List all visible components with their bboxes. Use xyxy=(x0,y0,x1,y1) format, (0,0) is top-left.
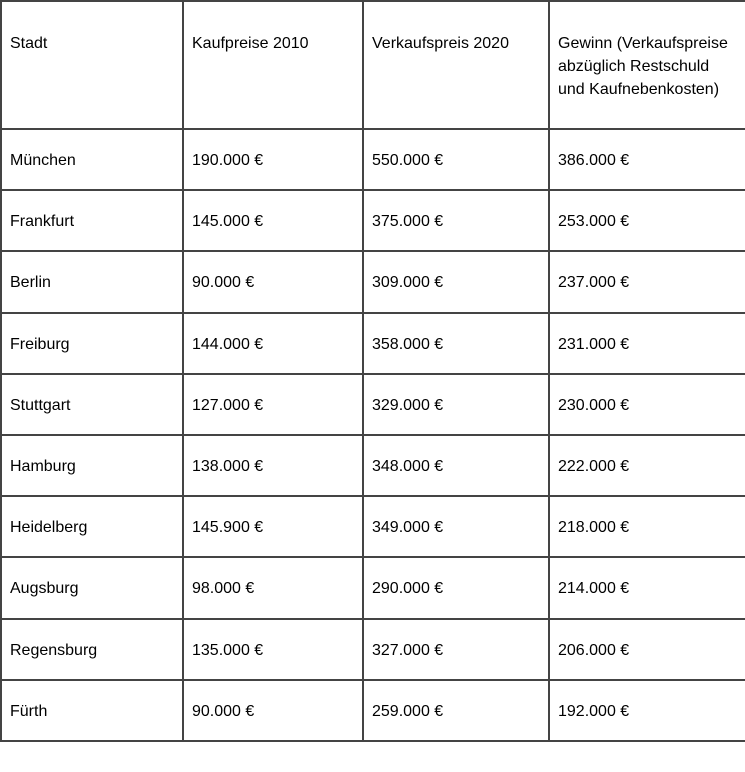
cell-buy-price: 135.000 € xyxy=(183,619,363,680)
cell-profit: 222.000 € xyxy=(549,435,745,496)
cell-city: Freiburg xyxy=(1,313,183,374)
cell-profit: 230.000 € xyxy=(549,374,745,435)
cell-profit: 214.000 € xyxy=(549,557,745,618)
cell-city: Fürth xyxy=(1,680,183,741)
table-row xyxy=(1,190,745,251)
cell-profit: 192.000 € xyxy=(549,680,745,741)
header-row xyxy=(1,1,745,129)
cell-profit: 218.000 € xyxy=(549,496,745,557)
cell-buy-price: 190.000 € xyxy=(183,129,363,190)
cell-sell-price: 327.000 € xyxy=(363,619,549,680)
cell-sell-price: 329.000 € xyxy=(363,374,549,435)
cell-city: München xyxy=(1,129,183,190)
table-header xyxy=(1,1,745,129)
cell-city: Regensburg xyxy=(1,619,183,680)
cell-sell-price: 375.000 € xyxy=(363,190,549,251)
table-row xyxy=(1,313,745,374)
cell-buy-price: 127.000 € xyxy=(183,374,363,435)
table-row xyxy=(1,129,745,190)
table-row xyxy=(1,619,745,680)
header-buy-price: Kaufpreise 2010 xyxy=(183,1,363,129)
cell-city: Heidelberg xyxy=(1,496,183,557)
cell-city: Frankfurt xyxy=(1,190,183,251)
cell-city: Berlin xyxy=(1,251,183,312)
table-row xyxy=(1,496,745,557)
cell-sell-price: 349.000 € xyxy=(363,496,549,557)
cell-buy-price: 145.000 € xyxy=(183,190,363,251)
cell-profit: 206.000 € xyxy=(549,619,745,680)
cell-buy-price: 90.000 € xyxy=(183,680,363,741)
cell-buy-price: 138.000 € xyxy=(183,435,363,496)
table-body xyxy=(1,129,745,741)
cell-sell-price: 358.000 € xyxy=(363,313,549,374)
header-city: Stadt xyxy=(1,1,183,129)
cell-profit: 231.000 € xyxy=(549,313,745,374)
cell-buy-price: 145.900 € xyxy=(183,496,363,557)
table-row xyxy=(1,557,745,618)
table-row xyxy=(1,374,745,435)
cell-city: Hamburg xyxy=(1,435,183,496)
cell-buy-price: 98.000 € xyxy=(183,557,363,618)
cell-profit: 253.000 € xyxy=(549,190,745,251)
cell-city: Stuttgart xyxy=(1,374,183,435)
cell-sell-price: 309.000 € xyxy=(363,251,549,312)
header-sell-price: Verkaufspreis 2020 xyxy=(363,1,549,129)
table-row xyxy=(1,435,745,496)
table-row xyxy=(1,680,745,741)
header-profit: Gewinn (Verkaufspreise abzüglich Restschuld und Kaufnebenkosten) xyxy=(549,1,745,129)
cell-sell-price: 290.000 € xyxy=(363,557,549,618)
cell-profit: 386.000 € xyxy=(549,129,745,190)
cell-profit: 237.000 € xyxy=(549,251,745,312)
cell-sell-price: 259.000 € xyxy=(363,680,549,741)
cell-sell-price: 550.000 € xyxy=(363,129,549,190)
cell-buy-price: 90.000 € xyxy=(183,251,363,312)
cell-city: Augsburg xyxy=(1,557,183,618)
cell-buy-price: 144.000 € xyxy=(183,313,363,374)
table-row xyxy=(1,251,745,312)
cell-sell-price: 348.000 € xyxy=(363,435,549,496)
